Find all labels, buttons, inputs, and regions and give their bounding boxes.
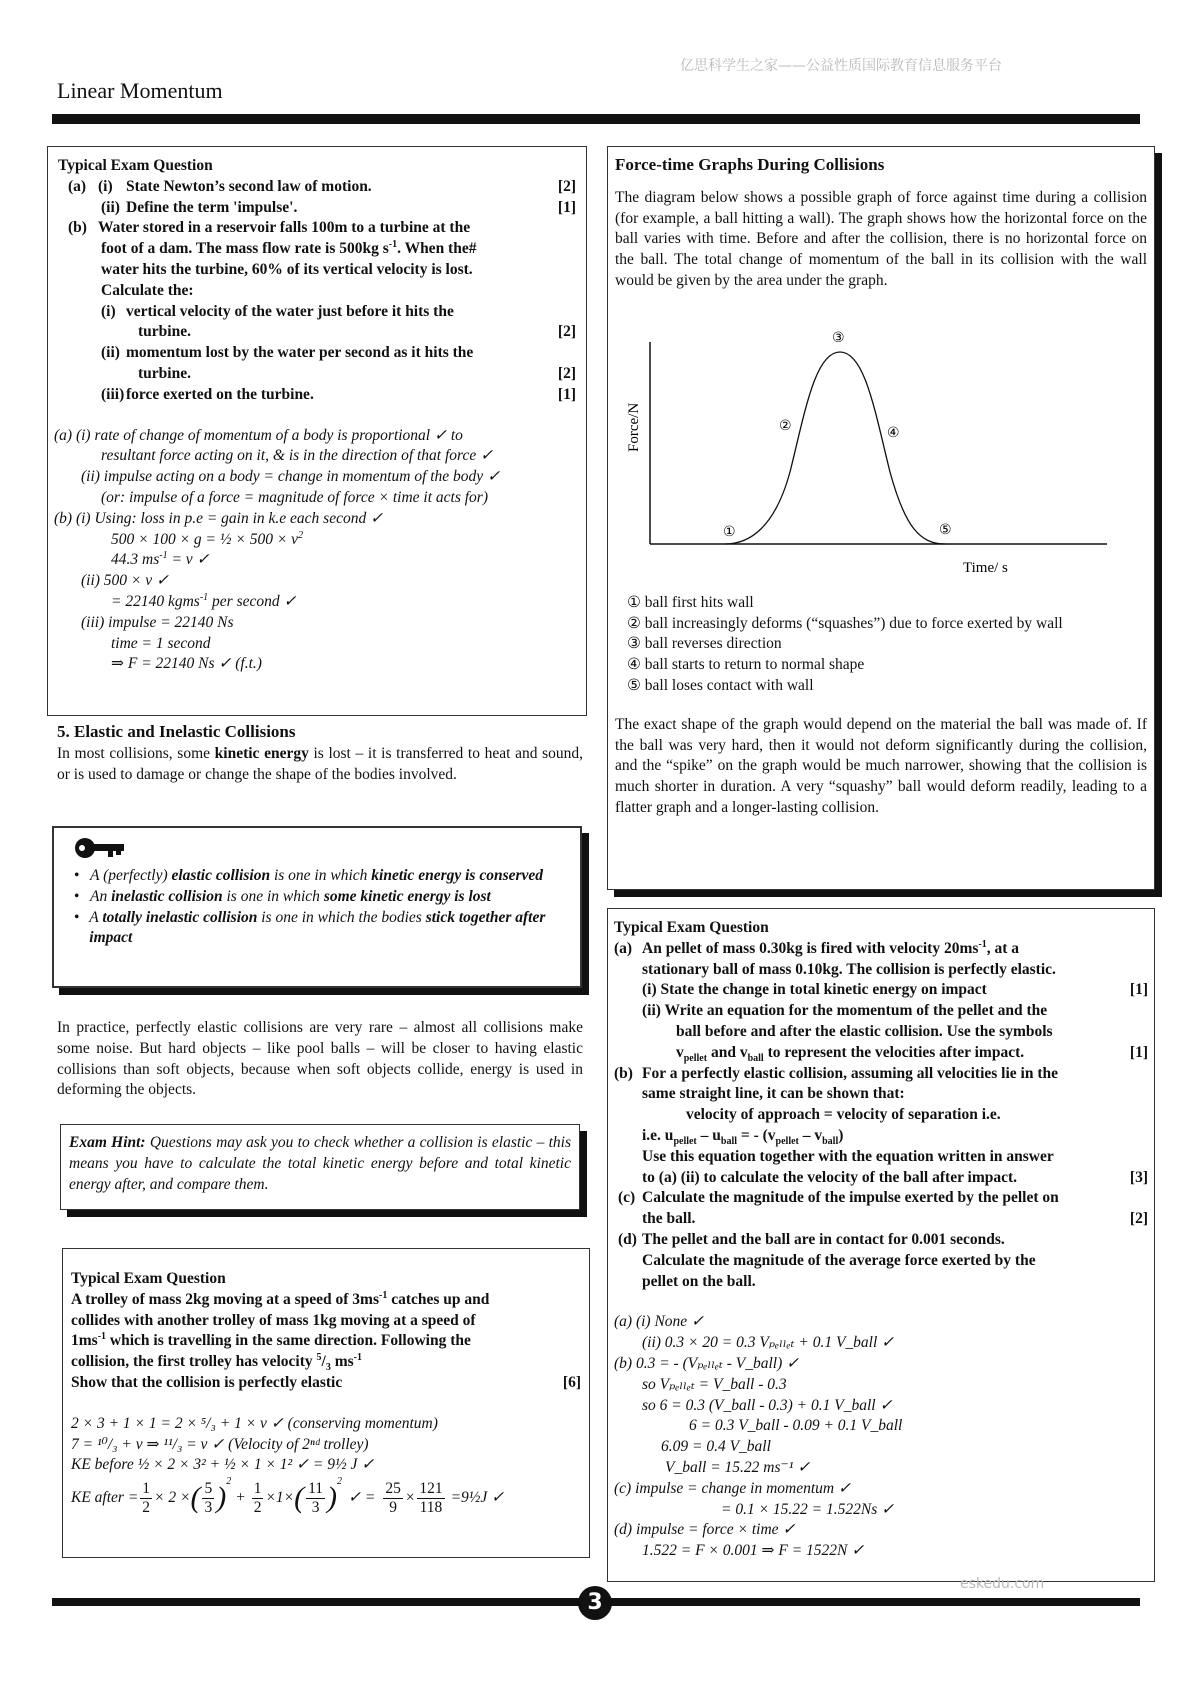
q1-b-line4: Calculate the: bbox=[101, 281, 194, 299]
q2-a-ii-line1: (ii) Write an equation for the momentum of the pellet and the bbox=[642, 1002, 1048, 1020]
q1-a-i-label: (i) bbox=[98, 177, 113, 195]
section5-practice-paragraph: In practice, perfectly elastic collisions are very rare – almost all collisions make some noise. But hard objects – like pool balls – will be closer to having elastic collisions than soft objects, because when soft objects collide, energy is used in deforming the objects. bbox=[57, 1019, 583, 1099]
q1-heading: Typical Exam Question bbox=[58, 157, 213, 174]
q2-c-mark: [2] bbox=[1129, 1210, 1148, 1228]
q1-answer-line: (ii) 500 × v ✓ bbox=[81, 572, 170, 590]
exam-question-box-3 bbox=[62, 1248, 590, 1558]
q2-b-line1: (b) For a perfectly elastic collision, assuming all velocities lie in the bbox=[614, 1064, 1059, 1082]
definition-item: • A totally inelastic collision is one in which the bodies stick together after impact bbox=[74, 908, 546, 947]
q2-a-line2: stationary ball of mass 0.10kg. The collision is perfectly elastic. bbox=[642, 960, 1056, 978]
q2-b-line6: to (a) (ii) to calculate the velocity of the ball after impact. [3] bbox=[614, 1168, 1148, 1189]
graph-outro-paragraph: The exact shape of the graph would depend on the material the ball was made of. If the ball was very hard, then it would not deform significantly during the collision, and the “spike” on the graph would be much narrower, showing that the collision is much shorter in duration. A very “squashy” ball would deform readily, leading to a flatter graph and a longer-lasting collision. bbox=[615, 715, 1147, 816]
q1-b-ii-cont: turbine. [2] bbox=[58, 364, 576, 385]
force-time-graph bbox=[615, 302, 1149, 592]
q1-a-ii bbox=[58, 198, 576, 219]
definition-item: • A (perfectly) elastic collision is one in which kinetic energy is conserved bbox=[74, 867, 544, 884]
q1-answer-line: 500 × 100 × g = ½ × $500 \times v^2$ bbox=[111, 529, 304, 548]
q2-heading: Typical Exam Question bbox=[614, 919, 769, 936]
graph-legend-item: ⑤ ball loses contact with wall bbox=[627, 676, 814, 694]
graph-legend-item: ③ ball reverses direction bbox=[627, 635, 782, 653]
q1-b-ii-text: momentum lost by the water per second as it hits the bbox=[126, 344, 474, 362]
q2-a-i-mark: [1] bbox=[1129, 981, 1148, 999]
q2-d-line1: (d) The pellet and the ball are in contact for 0.001 seconds. bbox=[618, 1230, 1005, 1248]
q2-answer-line: 6 = 0.3 V_ball - 0.09 + 0.1 V_ball bbox=[689, 1417, 903, 1435]
exam-hint-label: Exam Hint: bbox=[69, 1134, 146, 1151]
q1-answer-line: resultant force acting on it, & is in the direction of that force ✓ bbox=[101, 447, 494, 465]
q2-answer-line: so Vₚₑₗₗₑₜ = V_ball - 0.3 bbox=[642, 1375, 787, 1393]
q1-a-i-mark: [2] bbox=[557, 177, 576, 195]
graph-marker-3: ③ bbox=[832, 329, 845, 346]
graph-legend bbox=[615, 593, 1147, 697]
q3-line: A trolley of mass 2kg moving at a speed of $3ms^{-1}$ catches up and bbox=[71, 1289, 490, 1308]
q1-answer-line: (or: impulse of a force = magnitude of force × time it acts for) bbox=[101, 488, 488, 506]
q3-line: Show that the collision is perfectly elastic [6] bbox=[71, 1373, 581, 1394]
q3-line: collision, the first trolley has velocity $^5/_3$ $ms^{-1}$ bbox=[71, 1352, 363, 1374]
q2-b-mark: [3] bbox=[1129, 1168, 1148, 1186]
q1-b-text1: Water stored in a reservoir falls 100m to a turbine at the bbox=[98, 219, 471, 237]
exam-hint-box bbox=[60, 1124, 580, 1210]
q2-a-ii-mark: [1] bbox=[1129, 1043, 1148, 1061]
q1-b-label: (b) bbox=[68, 219, 87, 237]
q2-c-line2: the ball. [2] bbox=[614, 1209, 1148, 1230]
graph-section-heading: Force-time Graphs During Collisions bbox=[615, 155, 885, 174]
exam-question-box-2 bbox=[607, 908, 1155, 1582]
q1-answer-line: (b) (i) Using: loss in p.e = gain in k.e each second ✓ bbox=[54, 509, 384, 527]
q2-c-line1: (c) Calculate the magnitude of the impulse exerted by the pellet on bbox=[618, 1189, 1059, 1207]
q2-b-line3: velocity of approach = velocity of separation i.e. bbox=[686, 1106, 1001, 1124]
q3-mark: [6] bbox=[562, 1373, 581, 1391]
q1-b-ii bbox=[58, 343, 576, 364]
q2-answer-line: 1.522 = F × 0.001 ⇒ F = 1522N ✓ bbox=[642, 1542, 865, 1560]
q1-answer-line: (ii) impulse acting on a body = change in momentum of the body ✓ bbox=[81, 468, 501, 486]
q1-a-ii-mark: [1] bbox=[557, 198, 576, 216]
graph-marker-1: ① bbox=[723, 523, 736, 540]
header-rule bbox=[52, 114, 1140, 124]
q1-a-i bbox=[58, 177, 576, 198]
q2-a-i: (i) State the change in total kinetic energy on impact [1] bbox=[614, 980, 1148, 1001]
q2-answer-line: V_ball = 15.22 ms⁻¹ ✓ bbox=[665, 1458, 811, 1476]
exam-question-box-1 bbox=[47, 146, 587, 716]
q1-answer-line: time = 1 second bbox=[111, 634, 211, 652]
graph-legend-item: ② ball increasingly deforms (“squashes”) due to force exerted by wall bbox=[627, 614, 1063, 632]
q2-answer-line: (b) 0.3 = - (Vₚₑₗₗₑₜ - V_ball) ✓ bbox=[614, 1354, 800, 1372]
page-title: Linear Momentum bbox=[57, 78, 223, 103]
q3-answer-line: 7 = ¹⁰/₃ + v ⇒ ¹¹/₃ = v ✓ (Velocity of 2ⁿᵈ trolley) bbox=[71, 1435, 369, 1453]
force-time-graph-box bbox=[607, 146, 1155, 890]
q2-a-line1: (a) An pellet of mass 0.30kg is fired with velocity $20ms^{-1}$, at a bbox=[614, 938, 1020, 957]
q3-ke-after: KE after = $\frac{1}{2}$ × 2 × ( $\frac{5}{3}$ ) 2 + $\frac{1}{2}$ ×1× ( $\frac{11}{3}$ ) 2 ✓ = $\frac{25}{9}$ × $\frac{121}{118}$ =9½J ✓ bbox=[71, 1476, 505, 1517]
q2-answer-line: = 0.1 × 15.22 = 1.522Ns ✓ bbox=[721, 1500, 895, 1518]
q2-b-line2: same straight line, it can be shown that: bbox=[642, 1085, 905, 1103]
q1-a-ii-label: (ii) bbox=[101, 198, 120, 216]
q2-answer-line: (ii) 0.3 × 20 = 0.3 Vₚₑₗₗₑₜ + 0.1 V_ball ✓ bbox=[642, 1334, 895, 1352]
header-watermark: 亿思科学生之家——公益性质国际教育信息服务平台 bbox=[680, 58, 1002, 74]
q2-b-line4: i.e. $u_{pellet} - u_{ball}$ = - $(v_{pellet} - v_{ball})$ bbox=[642, 1126, 844, 1148]
q2-d-line2: Calculate the magnitude of the average force exerted by the bbox=[642, 1251, 1036, 1269]
key-definitions-box bbox=[52, 826, 582, 988]
force-curve bbox=[725, 352, 945, 544]
q1-b-line3: water hits the turbine, 60% of its vertical velocity is lost. bbox=[101, 260, 473, 278]
q2-answer-line: 6.09 = 0.4 V_ball bbox=[661, 1438, 771, 1456]
q2-d-line3: pellet on the ball. bbox=[642, 1272, 756, 1290]
graph-intro-paragraph: The diagram below shows a possible graph of force against time during a collision (for example, a ball hitting a wall). The graph shows how the horizontal force on the ball varies with time. Before and after the collision, there is no horizontal force on the ball. The total change of momentum of the ball in its collision with the wall would be given by the area under the graph. bbox=[615, 188, 1147, 289]
graph-marker-2: ② bbox=[779, 417, 792, 434]
q3-line: $1ms^{-1}$ which is travelling in the same direction. Following the bbox=[71, 1331, 471, 1350]
section5-intro: In most collisions, some kinetic energy is lost – it is transferred to heat and sound, or is used to damage or change the shape of the bodies involved. bbox=[57, 745, 583, 783]
q2-a-ii-line3: $v_{pellet}$ and $v_{ball}$ to represent the velocities after impact. [1] bbox=[676, 1043, 1148, 1064]
definition-item: • An inelastic collision is one in which some kinetic energy is lost bbox=[74, 887, 491, 905]
q1-a-i-text: State Newton’s second law of motion. bbox=[126, 177, 372, 195]
q1-answer-line: 44.3 $ms^{-1} = v$ ✓ bbox=[111, 550, 210, 569]
q1-b-i-cont: turbine. [2] bbox=[58, 322, 576, 343]
q2-answer-line: (c) impulse = change in momentum ✓ bbox=[614, 1479, 851, 1497]
q1-b-i-mark: [2] bbox=[557, 323, 576, 341]
q3-answer-line: KE before ½ × 2 × 3² + ½ × 1 × 1² ✓ = 9½ J ✓ bbox=[71, 1456, 375, 1474]
graph-marker-5: ⑤ bbox=[939, 521, 952, 538]
q1-answer-line: = 22140 kgms$^{-1}$ per second ✓ bbox=[111, 591, 297, 610]
graph-legend-item: ④ ball starts to return to normal shape bbox=[627, 656, 865, 674]
q1-b-i bbox=[58, 302, 576, 323]
section-heading-elastic: 5. Elastic and Inelastic Collisions bbox=[57, 722, 296, 741]
q1-b-iii-mark: [1] bbox=[557, 385, 576, 403]
q1-b-i-text: vertical velocity of the water just before it hits the bbox=[126, 302, 454, 320]
q1-b-line1 bbox=[58, 218, 576, 239]
key-icon bbox=[74, 834, 570, 866]
page-number: 3 bbox=[578, 1586, 612, 1620]
q1-b-ii-mark: [2] bbox=[557, 364, 576, 382]
graph-marker-4: ④ bbox=[887, 424, 900, 441]
q1-answer-line: (a) (i) rate of change of momentum of a body is proportional ✓ to bbox=[54, 426, 463, 444]
q3-heading: Typical Exam Question bbox=[71, 1270, 226, 1287]
q1-b-iii-label: (iii) bbox=[101, 385, 125, 403]
q1-a-label: (a) bbox=[68, 177, 87, 195]
q1-b-line2: foot of a dam. The mass flow rate is 500kg $s^{-1}$. When the# bbox=[101, 239, 477, 258]
q3-line: collides with another trolley of mass 1kg moving at a speed of bbox=[71, 1311, 476, 1329]
q1-b-i-label: (i) bbox=[101, 302, 116, 320]
q2-b-line5: Use this equation together with the equation written in answer bbox=[642, 1147, 1054, 1165]
q2-a-ii-line2: ball before and after the elastic collision. Use the symbols bbox=[676, 1022, 1053, 1040]
graph-legend-item: ① ball first hits wall bbox=[627, 593, 754, 611]
q1-answer-line: (iii) impulse = 22140 Ns bbox=[81, 613, 234, 631]
graph-y-label: Force/N bbox=[626, 402, 642, 452]
exam-hint-text: Questions may ask you to check whether a collision is elastic – this means you have to calculate the total kinetic energy before and total kinetic energy after, and compare them. bbox=[69, 1134, 571, 1193]
graph-x-label: Time/ s bbox=[963, 559, 1008, 576]
q2-answer-line: so 6 = 0.3 (V_ball - 0.3) + 0.1 V_ball ✓ bbox=[642, 1396, 893, 1414]
q3-answer-line: 2 × 3 + 1 × 1 = 2 × ⁵/₃ + 1 × v ✓ (conserving momentum) bbox=[71, 1414, 438, 1432]
footer-watermark: eskedu.com bbox=[960, 1576, 1045, 1592]
q2-answer-line: (a) (i) None ✓ bbox=[614, 1313, 705, 1331]
q1-b-iii-text: force exerted on the turbine. bbox=[126, 385, 314, 403]
q2-answer-line: (d) impulse = force × time ✓ bbox=[614, 1521, 796, 1539]
q1-answer-line: ⇒ F = 22140 Ns ✓ (f.t.) bbox=[111, 655, 262, 673]
q1-b-ii-label: (ii) bbox=[101, 344, 120, 362]
q1-b-iii bbox=[58, 385, 576, 406]
q1-a-ii-text: Define the term 'impulse'. bbox=[126, 198, 298, 216]
